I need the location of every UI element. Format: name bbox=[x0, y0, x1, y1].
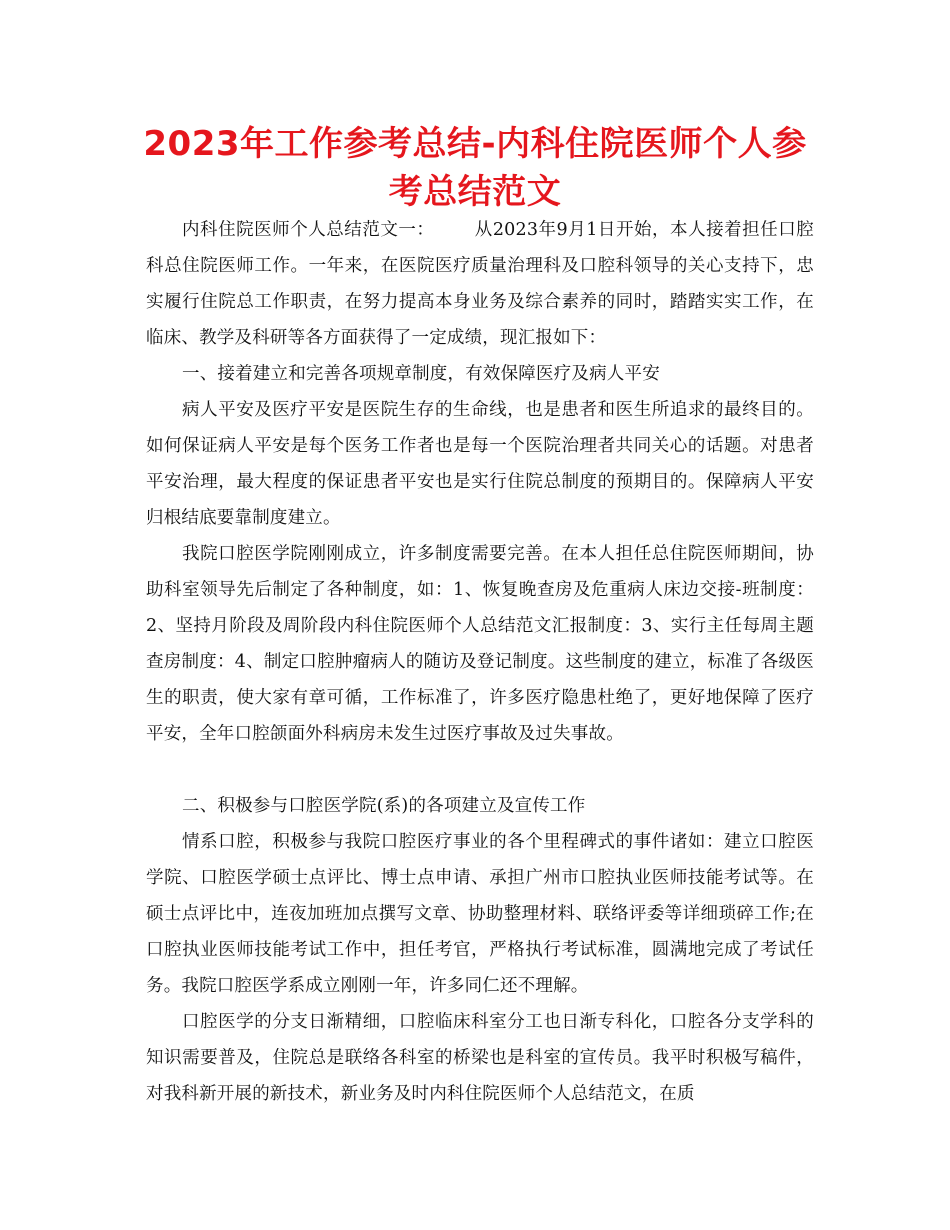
paragraph-3: 我院口腔医学院刚刚成立，许多制度需要完善。在本人担任总住院医师期间，协助科室领导先后制定了各种制度，如：1、恢复晚查房及危重病人床边交接-班制度：2、坚持月阶段及周阶段内科住院医师个人总结范文汇报制度：3、实行主任每周主题查房制度：4、制定口腔肿瘤病人的随访及登记制度。这些制度的建立，标准了各级医生的职责，使大家有章可循，工作标准了，许多医疗隐患杜绝了，更好地保障了医疗平安，全年口腔颌面外科病房未发生过医疗事故及过失事故。 bbox=[146, 544, 814, 744]
paragraph-5: 口腔医学的分支日渐精细，口腔临床科室分工也日渐专科化，口腔各分支学科的知识需要普及，住院总是联络各科室的桥梁也是科室的宣传员。我平时积极写稿件，对我科新开展的新技术，新业务及时内科住院医师个人总结范文，在质 bbox=[146, 1012, 814, 1104]
section-heading-1: 一、接着建立和完善各项规章制度，有效保障医疗及病人平安 bbox=[182, 364, 660, 384]
paragraph-2: 病人平安及医疗平安是医院生存的生命线，也是患者和医生所追求的最终目的。如何保证病人平安是每个医务工作者也是每一个医院治理者共同关心的话题。对患者平安治理，最大程度的保证患者平安也是实行住院总制度的预期目的。保障病人平安归根结底要靠制度建立。 bbox=[146, 400, 814, 528]
paragraph-4: 情系口腔，积极参与我院口腔医疗事业的各个里程碑式的事件诸如：建立口腔医学院、口腔医学硕士点评比、博士点申请、承担广州市口腔执业医师技能考试等。在硕士点评比中，连夜加班加点撰写文章、协助整理材料、联络评委等详细琐碎工作;在口腔执业医师技能考试工作中，担任考官，严格执行考试标准，圆满地完成了考试任务。我院口腔医学系成立刚刚一年，许多同仁还不理解。 bbox=[146, 832, 814, 996]
paragraph-1-text: 从2023年9月1日开始，本人接着担任口腔科总住院医师工作。一年来，在医院医疗质量治理科及口腔科领导的关心支持下，忠实履行住院总工作职责，在努力提高本身业务及综合素养的同时，踏踏实实工作，在临床、教学及科研等各方面获得了一定成绩，现汇报如下： bbox=[146, 220, 814, 348]
intro-paragraph bbox=[146, 212, 814, 356]
intro-label: 内科住院医师个人总结范文一： bbox=[182, 220, 435, 240]
document-title: 2023年工作参考总结-内科住院医师个人参考总结范文 bbox=[143, 124, 807, 212]
section-heading-2: 二、积极参与口腔医学院(系)的各项建立及宣传工作 bbox=[182, 796, 586, 816]
